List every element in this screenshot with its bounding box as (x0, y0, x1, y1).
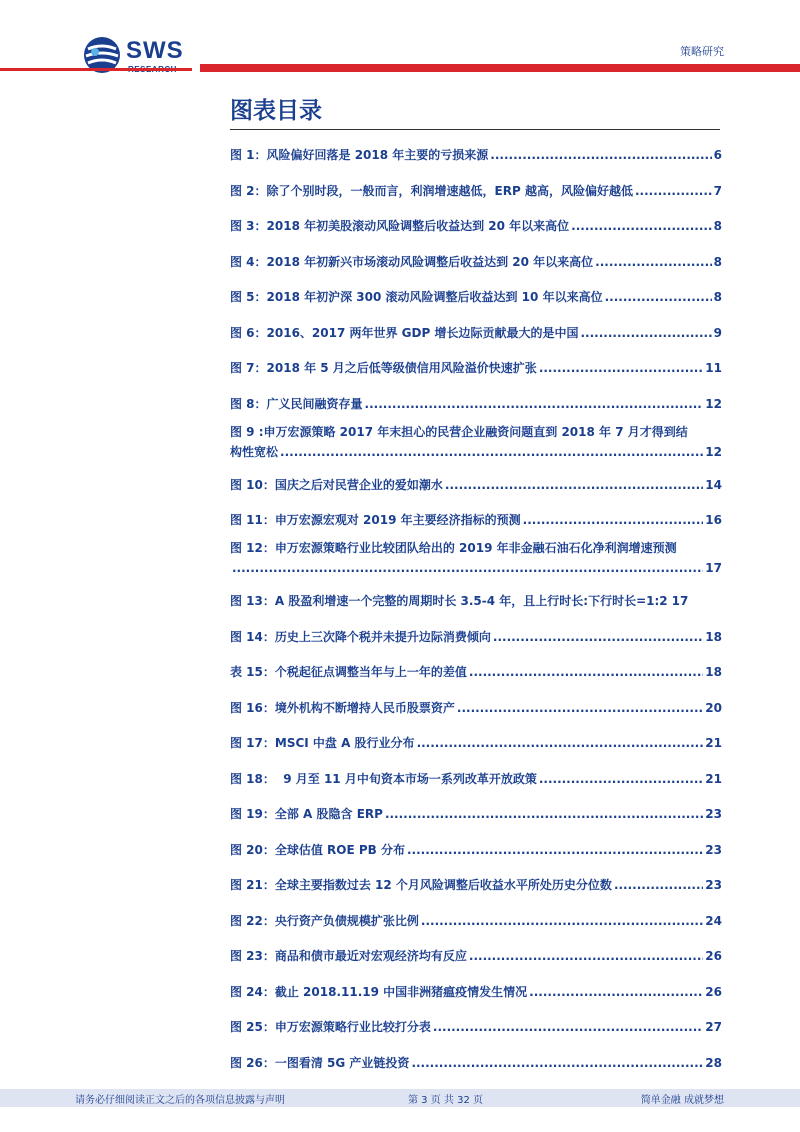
toc-entry[interactable]: 图 14：历史上三次降个税并未提升边际消费倾向 ..... 18 (230, 627, 722, 663)
toc-entry-line1: 图 9 :申万宏源策略 2017 年末担心的民营企业融资问题直到 2018 年 7 月才得到结 (230, 424, 688, 439)
toc-entry[interactable]: 图 5：2018 年初沪深 300 滚动风险调整后收益达到 10 年以来高位 ..... 8 (230, 287, 722, 323)
toc-entry[interactable]: 图 19：全部 A 股隐含 ERP ..... 23 (230, 804, 722, 840)
footer-page-info: 第 3 页 共 32 页 (408, 1095, 483, 1106)
toc-entry[interactable]: 图 13：A 股盈利增速一个完整的周期时长 3.5-4 年，且上行时长:下行时长=1:2 17 (230, 594, 689, 608)
footer-disclaimer[interactable]: 请务必仔细阅读正文之后的各项信息披露与声明 (75, 1095, 285, 1106)
toc-entry[interactable]: 图 24：截止 2018.11.19 中国非洲猪瘟疫情发生情况 ..... 26 (230, 982, 722, 1018)
toc-entry[interactable]: 图 12：申万宏源策略行业比较团队给出的 2019 年非金融石油石化净利润增速预测 ..... 17 (230, 538, 722, 591)
toc-entry[interactable]: 图 22：央行资产负债规模扩张比例 ..... 24 (230, 911, 722, 947)
logo-text: SWS (126, 37, 184, 64)
toc-entry[interactable]: 图 21：全球主要指数过去 12 个月风险调整后收益水平所处历史分位数 ..... 23 (230, 875, 722, 911)
header-rule-thick (200, 64, 800, 72)
toc-entry[interactable]: 图 6：2016、2017 两年世界 GDP 增长边际贡献最大的是中国 ..... 9 (230, 323, 722, 359)
toc-entry[interactable]: 图 18： 9 月至 11 月中旬资本市场一系列改革开放政策 ..... 21 (230, 769, 722, 805)
toc-entry-line1: 图 12：申万宏源策略行业比较团队给出的 2019 年非金融石油石化净利润增速预测 (230, 541, 677, 555)
toc-entry[interactable]: 图 11：申万宏源宏观对 2019 年主要经济指标的预测 ..... 16 (230, 510, 722, 538)
header-rule-thin (0, 68, 192, 71)
toc-entry[interactable]: 图 16：境外机构不断增持人民币股票资产 ..... 20 (230, 698, 722, 734)
toc-entry[interactable]: 图 23：商品和债市最近对宏观经济均有反应 ..... 26 (230, 946, 722, 982)
toc-list (230, 145, 722, 1088)
toc-entry[interactable]: 图 26：一图看清 5G 产业链投资 ..... 28 (230, 1053, 722, 1089)
title-divider (230, 129, 720, 130)
toc-entry[interactable]: 图 20：全球估值 ROE PB 分布 ..... 23 (230, 840, 722, 876)
toc-entry[interactable]: 图 8：广义民间融资存量 ..... 12 (230, 394, 722, 422)
footer-slogan: 简单金融 成就梦想 (640, 1095, 724, 1106)
toc-entry[interactable]: 图 3：2018 年初美股滚动风险调整后收益达到 20 年以来高位 ..... 8 (230, 216, 722, 252)
toc-entry[interactable]: 图 17：MSCI 中盘 A 股行业分布 ..... 21 (230, 733, 722, 769)
toc-entry[interactable]: 图 9 :申万宏源策略 2017 年末担心的民营企业融资问题直到 2018 年 7 月才得到结 构性宽松 ..... 12 (230, 422, 722, 475)
toc-entry[interactable]: 图 7：2018 年 5 月之后低等级债信用风险溢价快速扩张 ..... 11 (230, 358, 722, 394)
toc-entry[interactable]: 图 25：申万宏源策略行业比较打分表 ..... 27 (230, 1017, 722, 1053)
toc-entry[interactable]: 图 2：除了个别时段，一般而言，利润增速越低，ERP 越高，风险偏好越低 ..... 7 (230, 181, 722, 217)
toc-entry[interactable]: 表 15：个税起征点调整当年与上一年的差值 ..... 18 (230, 662, 722, 698)
section-label: 策略研究 (680, 45, 724, 58)
toc-entry[interactable]: 图 10：国庆之后对民营企业的爱如潮水 ..... 14 (230, 475, 722, 511)
toc-entry[interactable]: 图 4：2018 年初新兴市场滚动风险调整后收益达到 20 年以来高位 ..... 8 (230, 252, 722, 288)
toc-entry[interactable]: 图 1：风险偏好回落是 2018 年主要的亏损来源 ..... 6 (230, 145, 722, 181)
toc-title: 图表目录 (230, 98, 322, 124)
